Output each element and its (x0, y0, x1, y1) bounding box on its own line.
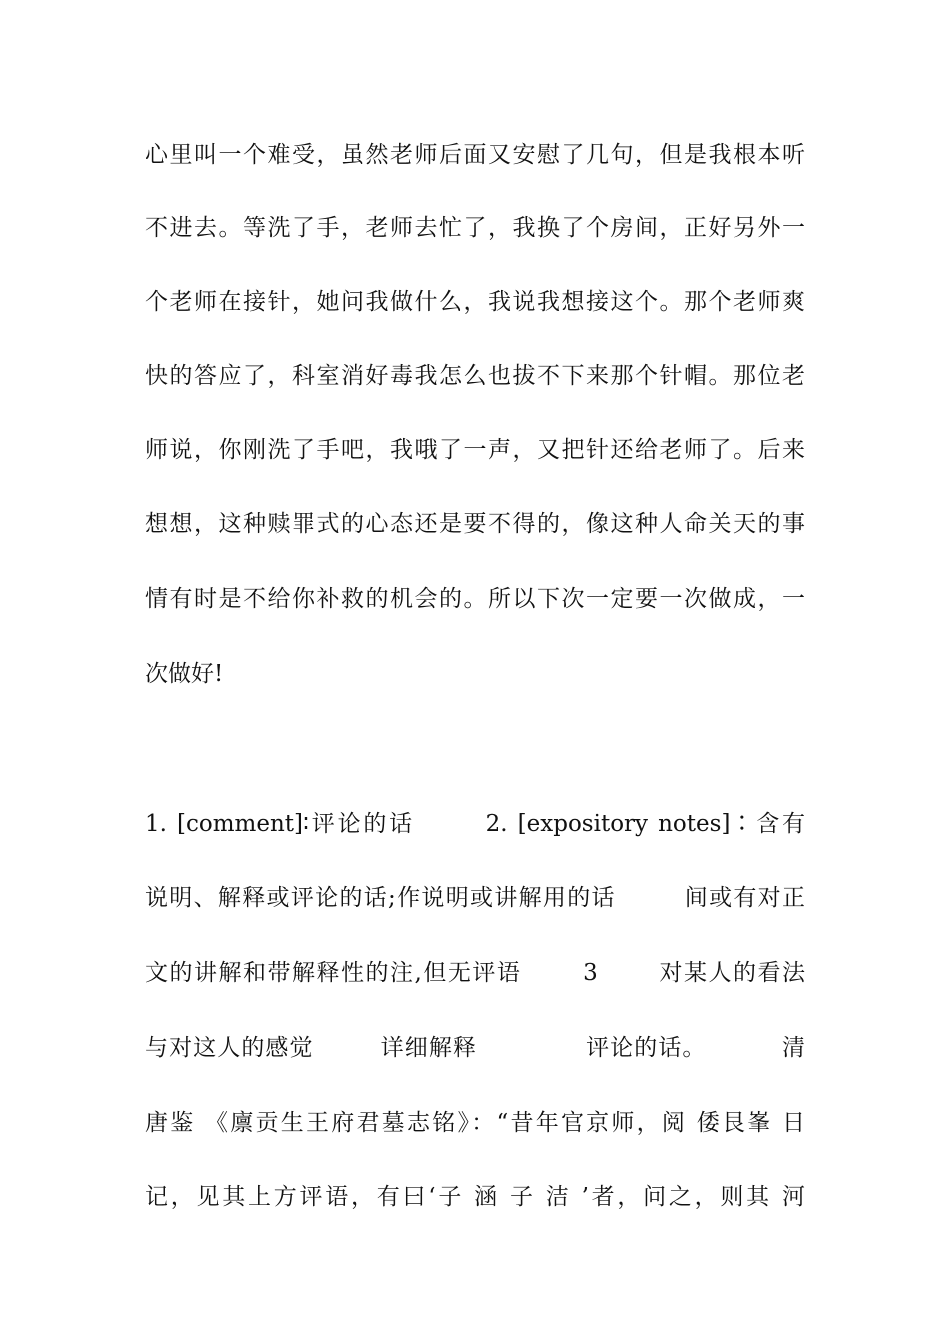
paragraph-2-line-5: 唐鉴 《廪贡生王府君墓志铭》：“昔年官京师，阅 倭艮峯 日 (145, 1110, 805, 1136)
paragraph-1-line-3: 个老师在接针，她问我做什么，我说我想接这个。那个老师爽 (145, 289, 805, 315)
paragraph-1-line-2: 不进去。等洗了手，老师去忙了，我换了个房间，正好另外一 (145, 215, 805, 241)
paragraph-2-line-6: 记，见其上方评语，有曰‘子 涵 子 洁 ’者，问之，则其 河 (145, 1184, 805, 1210)
paragraph-1-line-6: 想想，这种赎罪式的心态还是要不得的，像这种人命关天的事 (145, 511, 805, 537)
paragraph-1-line-1: 心里叫一个难受，虽然老师后面又安慰了几句，但是我根本听 (145, 142, 805, 168)
paragraph-2-line-2: 说明、解释或评论的话;作说明或讲解用的话 间或有对正 (145, 885, 805, 911)
paragraph-2-line-4: 与对这人的感觉 详细解释 评论的话。 清 (145, 1035, 805, 1061)
paragraph-2-line-1: 1. [comment]∶评论的话 2. [expository notes]∶含有 (145, 811, 805, 837)
paragraph-1-line-5: 师说，你刚洗了手吧，我哦了一声，又把针还给老师了。后来 (145, 437, 805, 463)
paragraph-1-line-8: 次做好! (145, 661, 224, 687)
paragraph-1-line-7: 情有时是不给你补救的机会的。所以下次一定要一次做成，一 (145, 586, 805, 612)
paragraph-1-line-4: 快的答应了，科室消好毒我怎么也拔不下来那个针帽。那位老 (145, 363, 805, 389)
paragraph-2-line-3: 文的讲解和带解释性的注,但无评语 3 对某人的看法 (145, 960, 805, 986)
